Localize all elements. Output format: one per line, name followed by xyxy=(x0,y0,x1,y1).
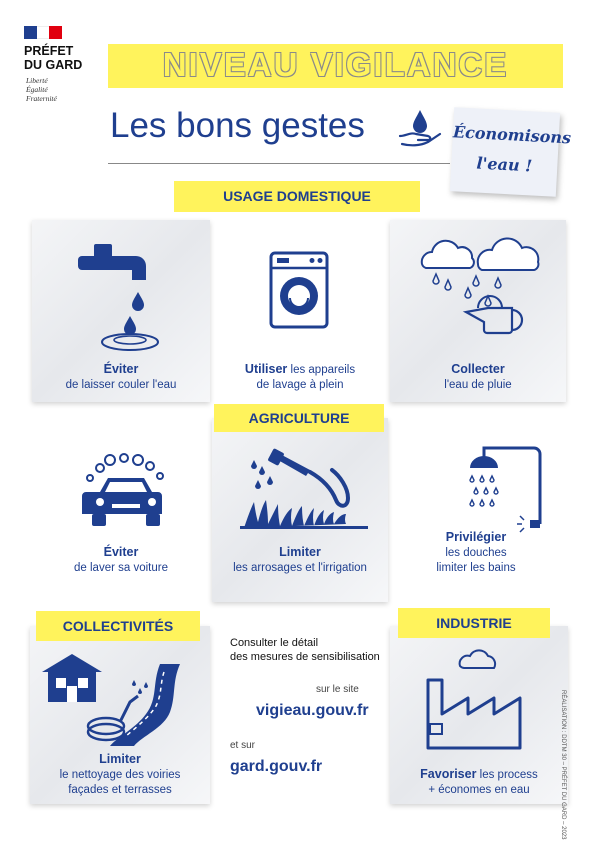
text-cleaning-2: façades et terrasses xyxy=(68,784,172,796)
sur-le-site-label: sur le site xyxy=(316,684,359,695)
french-flag xyxy=(24,26,62,39)
shower-icon xyxy=(462,444,544,534)
text-faucet: de laisser couler l'eau xyxy=(65,379,177,391)
section-industrie: INDUSTRIE xyxy=(398,608,550,638)
prefet-line-2: DU GARD xyxy=(24,58,83,72)
text-washing-2: de lavage à plein xyxy=(256,379,344,391)
caption-factory xyxy=(390,767,568,798)
verb-factory: Favoriser xyxy=(420,767,477,781)
link-gard[interactable]: gard.gouv.fr xyxy=(230,758,323,775)
washing-machine-icon xyxy=(268,250,330,330)
verb-irrigation: Limiter xyxy=(279,545,321,559)
sticky-note xyxy=(450,107,572,196)
sticky-line-1: Économisons xyxy=(452,122,572,148)
hose-road-icon xyxy=(42,652,202,748)
text-shower-2: limiter les bains xyxy=(436,562,516,574)
caption-irrigation xyxy=(212,545,388,576)
irrigation-icon xyxy=(240,440,368,532)
verb-faucet: Éviter xyxy=(103,362,139,376)
verb-washing: Utiliser xyxy=(244,362,288,376)
verb-rain: Collecter xyxy=(451,362,505,376)
text-car: de laver sa voiture xyxy=(74,562,168,574)
subtitle-rule xyxy=(108,163,450,164)
hand-drop-icon xyxy=(398,106,444,150)
prefet-line-1: PRÉFET xyxy=(24,44,74,58)
footer-reference: RÉALISATION : DDTM 30 – PRÉFET DU GARD – 2023 xyxy=(560,690,566,840)
verb-car: Éviter xyxy=(103,545,139,559)
devise-fraternite: Fraternité xyxy=(26,94,57,103)
text-shower-1: les douches xyxy=(445,547,507,559)
text-rain: l'eau de pluie xyxy=(444,379,512,391)
caption-rain xyxy=(390,362,566,393)
section-collectivites: COLLECTIVITÉS xyxy=(36,611,200,641)
caption-car xyxy=(32,545,210,576)
caption-shower xyxy=(398,530,554,576)
sticky-line-2: l'eau ! xyxy=(476,153,533,176)
section-usage-domestique: USAGE DOMESTIQUE xyxy=(174,181,420,212)
devise-egalite: Égalité xyxy=(26,85,48,94)
devise xyxy=(26,76,57,103)
caption-washing xyxy=(222,362,378,393)
caption-cleaning xyxy=(30,752,210,798)
link-vigieau[interactable]: vigieau.gouv.fr xyxy=(256,702,369,719)
text-irrigation: les arrosages et l'irrigation xyxy=(233,562,367,574)
rain-collect-icon xyxy=(416,230,544,342)
info-text xyxy=(230,636,400,664)
info-line-1: Consulter le détail xyxy=(230,637,319,649)
text-factory-2: + économes en eau xyxy=(428,784,530,796)
banner-title: NIVEAU VIGILANCE xyxy=(162,46,509,83)
caption-faucet xyxy=(32,362,210,393)
verb-shower: Privilégier xyxy=(445,530,507,544)
faucet-icon xyxy=(72,238,172,362)
et-sur-label: et sur xyxy=(230,740,256,751)
text-washing-1: les appareils xyxy=(287,364,356,376)
info-line-2: des mesures de sensibilisation xyxy=(230,651,380,663)
text-cleaning-1: le nettoyage des voiries xyxy=(59,769,181,781)
verb-cleaning: Limiter xyxy=(99,752,141,766)
page-subtitle: Les bons gestes xyxy=(110,106,365,145)
section-agriculture: AGRICULTURE xyxy=(214,404,384,432)
factory-icon xyxy=(424,648,536,752)
text-factory-1: les process xyxy=(476,769,538,781)
car-wash-icon xyxy=(84,452,168,532)
devise-liberte: Liberté xyxy=(26,76,48,85)
prefet-logo-text xyxy=(24,44,114,72)
